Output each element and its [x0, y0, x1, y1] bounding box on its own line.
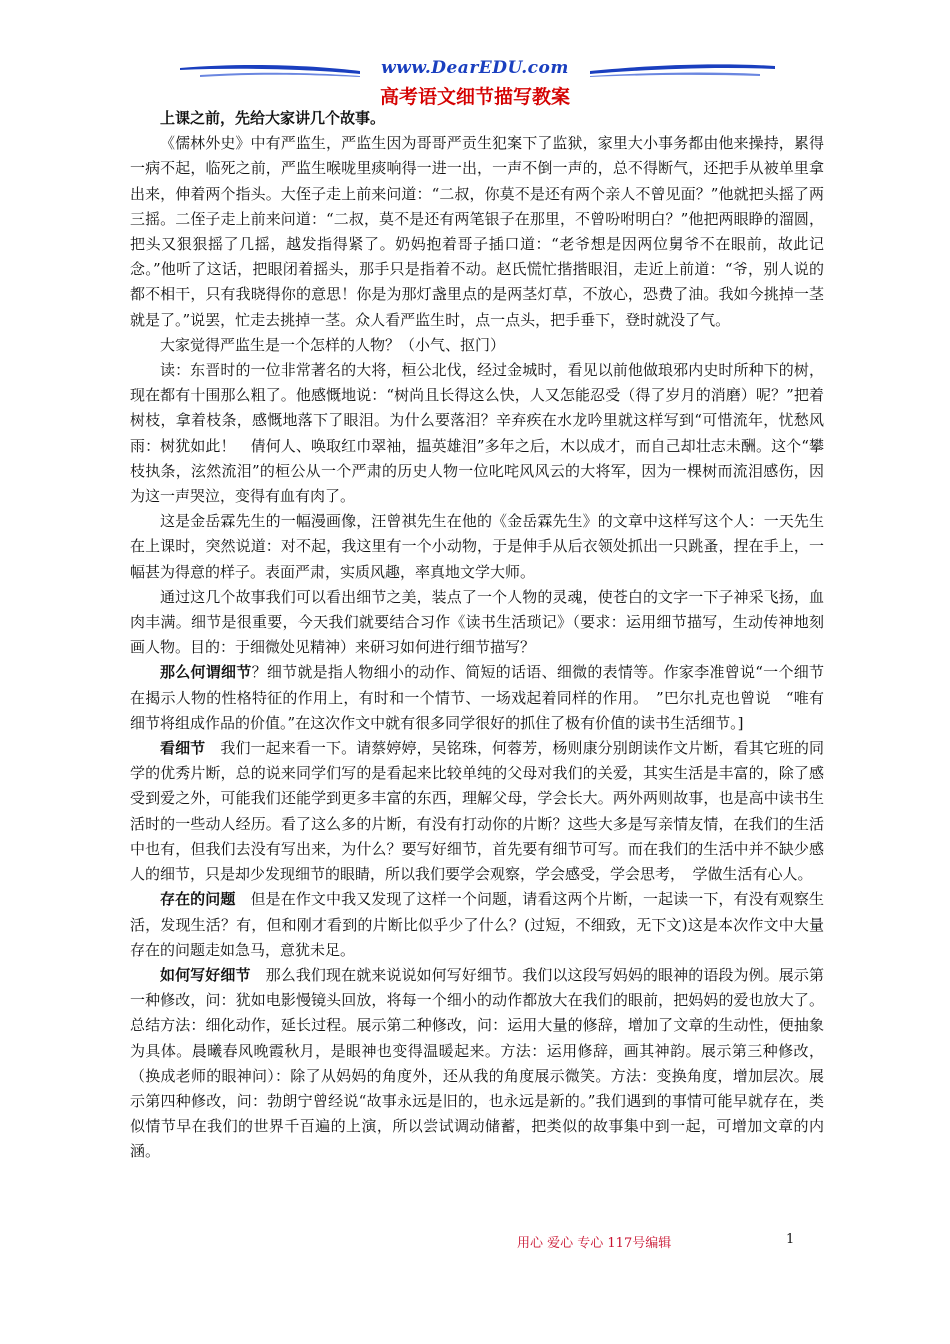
paragraph-text: 我们一起来看一下。请蔡婷婷，吴铭珠，何蓉芳，杨则康分别朗读作文片断，看其它班的同学的优秀片断，总的说来同学们写的是看起来比较单纯的父母对我们的关爱，其实生活是丰富的，除了感受到爱之外，可能我们还能学到更多丰富的东西，理解父母，学会长大。两外两则故事，也是高中读书生活时的一些动人经历。看了这么多的片断，有没有打动你的片断？这些大多是写亲情友情，在我们的生活中也有，但我们去没有写出来，为什么？要写好细节，首先要有细节可写。而在我们的生活中并不缺少感人的细节，只是却少发现细节的眼睛，所以我们要学会观察，学会感受，学会思考， 学做生活有心人。	[130, 739, 824, 884]
paragraph	[130, 585, 824, 661]
paragraph	[130, 509, 824, 585]
document-body	[130, 106, 824, 1165]
section-heading: 如何写好细节	[160, 965, 251, 984]
paragraph-text: 《儒林外史》中有严监生，严监生因为哥哥严贡生犯案下了监狱，家里大小事务都由他来操持，累得一病不起，临死之前，严监生喉咙里痰响得一进一出，一声不倒一声的，总不得断气，还把手从被单里拿出来，伸着两个指头。大侄子走上前来问道：“二叔，你莫不是还有两个亲人不曾见面？”他就把头摇了两三摇。二侄子走上前来问道：“二叔，莫不是还有两笔银子在那里，不曾吩咐明白？”他把两眼睁的溜圆，把头又狠狠摇了几摇，越发指得紧了。奶妈抱着哥子插口道：“老爷想是因两位舅爷不在眼前，故此记念。”他听了这话，把眼闭着摇头，那手只是指着不动。赵氏慌忙揩揩眼泪，走近上前道：“爷，别人说的都不相干，只有我晓得你的意思！你是为那灯盏里点的是两茎灯草，不放心，恐费了油。我如今挑掉一茎就是了。”说罢，忙走去挑掉一茎。众人看严监生时，点一点头，把手垂下，登时就没了气。	[130, 134, 824, 329]
paragraph	[130, 333, 824, 358]
footer-credit: 用心 爱心 专心 117号编辑	[517, 1236, 672, 1251]
paragraph	[130, 887, 824, 963]
paragraph-text: 读：东晋时的一位非常著名的大将，桓公北伐，经过金城时，看见以前他做琅邪内史时所种下的树，现在都有十围那么粗了。他感慨地说：“树尚且长得这么快，人又怎能忍受（得了岁月的消磨）呢？”把着树枝，拿着枝条，感慨地落下了眼泪。为什么要落泪？辛弃疾在水龙吟里就这样写到“可惜流年，忧愁风雨：树犹如此！ 倩何人、唤取红巾翠袖，揾英雄泪”多年之后，木以成才，而自己却壮志未酬。这个“攀枝执条，泫然流泪”的桓公从一个严肃的历史人物一位叱咤风风云的大将军，因为一棵树而流泪感伤，因为这一声哭泣，变得有血有肉了。	[130, 361, 824, 506]
paragraph	[130, 358, 824, 509]
paragraph	[130, 963, 824, 1165]
paragraph-text: 那么我们现在就来说说如何写好细节。我们以这段写妈妈的眼神的语段为例。展示第一种修改，问：犹如电影慢镜头回放，将每一个细小的动作都放大在我们的眼前，把妈妈的爱也放大了。总结方法：细化动作，延长过程。展示第二种修改，问：运用大量的修辞，增加了文章的生动性，便抽象为具体。晨曦春风晚霞秋月，是眼神也变得温暖起来。方法：运用修辞，画其神韵。展示第三种修改，（换成老师的眼神问）：除了从妈妈的角度外，还从我的角度展示微笑。方法：变换角度，增加层次。展示第四种修改，问：勃朗宁曾经说“故事永远是旧的，也永远是新的。”我们遇到的事情可能早就存在，类似情节早在我们的世界千百遍的上演，所以尝试调动储蓄，把类似的故事集中到一起，可增加文章的内涵。	[130, 965, 824, 1161]
paragraph-text: 但是在作文中我又发现了这样一个问题，请看这两个片断，一起读一下，有没有观察生活，发现生活？有，但和刚才看到的片断比似乎少了什么？(过短，不细致，无下文)这是本次作文中大量存在的问题走如急马，意犹未足。	[130, 890, 824, 959]
paragraph-text: 上课之前，先给大家讲几个故事。	[160, 109, 386, 127]
section-heading: 那么何谓细节	[160, 663, 252, 682]
document-title: 高考语文细节描写教案	[379, 86, 570, 108]
paragraph	[130, 660, 824, 736]
intro-paragraph	[130, 106, 824, 131]
site-url: www.DearEDU.com	[381, 58, 569, 78]
paragraph-text: 这是金岳霖先生的一幅漫画像，汪曾祺先生在他的《金岳霖先生》的文章中这样写这个人：一天先生在上课时，突然说道：对不起，我这里有一个小动物，于是伸手从后衣领处抓出一只跳蚤，捏在手上，一幅甚为得意的样子。表面严肃，实质风趣，率真地文学大师。	[130, 512, 824, 581]
page-footer	[0, 1232, 950, 1252]
paragraph-text: ？细节就是指人物细小的动作、简短的话语、细微的表情等。作家李准曾说“一个细节在揭示人物的性格特征的作用上，有时和一个情节、一场戏起着同样的作用。 ”巴尔扎克也曾说 “唯有细节将组成作品的价值。”在这次作文中就有很多同学很好的抓住了极有价值的读书生活细节。]	[130, 663, 824, 732]
paragraph-text: 通过这几个故事我们可以看出细节之美，装点了一个人物的灵魂，使苍白的文字一下子神采飞扬，血肉丰满。细节是很重要，今天我们就要结合习作《读书生活琐记》（要求：运用细节描写，生动传神地刻画人物。目的：于细微处见精神）来研习如何进行细节描写？	[130, 587, 824, 657]
paragraph-text: 大家觉得严监生是一个怎样的人物？（小气、抠门）	[160, 335, 506, 354]
page-number: 1	[786, 1232, 795, 1247]
paragraph	[130, 736, 824, 887]
section-heading: 存在的问题	[160, 890, 236, 909]
paragraph	[130, 131, 824, 333]
section-heading: 看细节	[160, 739, 206, 758]
